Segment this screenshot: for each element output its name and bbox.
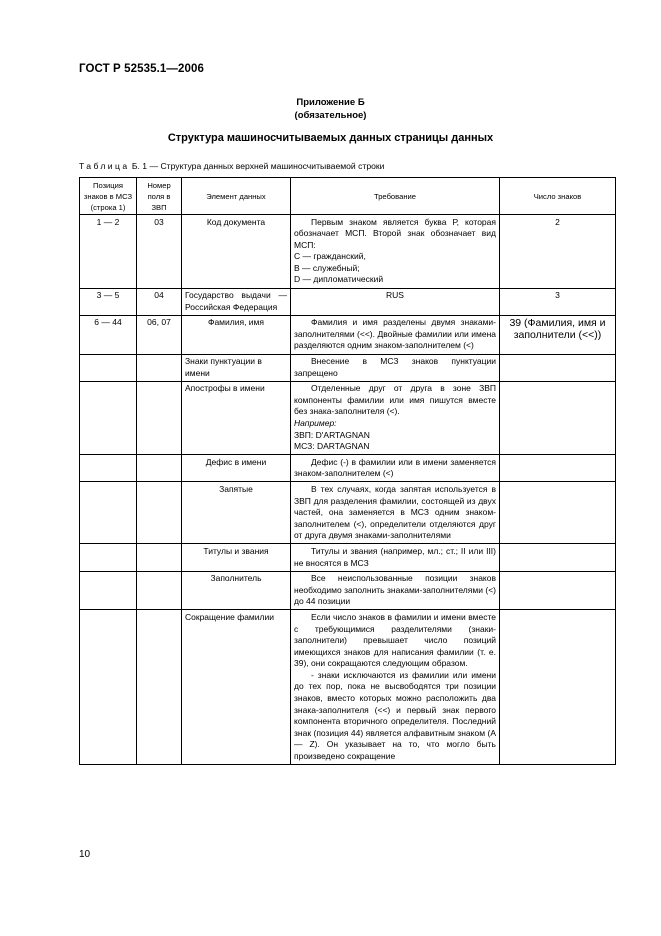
cell-element: Фамилия, имя bbox=[182, 315, 291, 354]
cell-count bbox=[500, 610, 616, 765]
cell-field bbox=[137, 381, 182, 455]
table-header-row bbox=[80, 178, 616, 215]
cell-requirement bbox=[291, 544, 500, 571]
table-row bbox=[80, 381, 616, 455]
cell-count bbox=[500, 381, 616, 455]
requirement-list-item: С — гражданский, bbox=[294, 251, 366, 262]
example-label: Например: bbox=[294, 418, 337, 428]
cell-position bbox=[80, 571, 137, 610]
requirement-text: Фамилия и имя разделены двумя знаками-заполнителями (<<). Двойные фамилии или имена разделяются одним знаком-заполнителем (<) bbox=[294, 317, 496, 351]
cell-count bbox=[500, 544, 616, 571]
table-row bbox=[80, 571, 616, 610]
cell-field bbox=[137, 544, 182, 571]
requirement-text: - знаки исключаются из фамилии или имени до тех пор, пока не высвободятся три позиции знаков, вместо которых можно расположить два знака-заполнителя (<<) и первый знак первого компонента вторичного определителя. Последний знак (позиция 44) является алфавитным знаком (А — Z). Он указывает на то, что могло быть произведено сокращение bbox=[294, 669, 496, 762]
cell-element: Титулы и звания bbox=[182, 544, 291, 571]
table-row bbox=[80, 455, 616, 482]
table-row bbox=[80, 354, 616, 381]
cell-field: 04 bbox=[137, 288, 182, 315]
example-line: ЗВП: D'ARTAGNAN bbox=[294, 429, 370, 440]
requirement-text: Дефис (-) в фамилии или в имени заменяется знаком-заполнителем (<) bbox=[294, 456, 496, 479]
table-row bbox=[80, 482, 616, 544]
cell-field bbox=[137, 610, 182, 765]
requirement-text: Титулы и звания (например, мл.; ст.; II или III) не вносятся в МСЗ bbox=[294, 545, 496, 568]
cell-position bbox=[80, 381, 137, 455]
cell-requirement bbox=[291, 315, 500, 354]
table-row bbox=[80, 315, 616, 354]
cell-element: Государство выдачи — Российская Федерация bbox=[182, 288, 291, 315]
cell-requirement bbox=[291, 455, 500, 482]
cell-count: 2 bbox=[500, 215, 616, 289]
column-header-element: Элемент данных bbox=[182, 178, 291, 215]
column-header-field: Номер поля в ЗВП bbox=[137, 178, 182, 215]
cell-position: 3 — 5 bbox=[80, 288, 137, 315]
cell-position bbox=[80, 354, 137, 381]
cell-count: 3 bbox=[500, 288, 616, 315]
table-row bbox=[80, 288, 616, 315]
requirement-text: В тех случаях, когда запятая используется в ЗВП для разделения фамилии, состоящей из двух частей, она заменяется в МСЗ одним знаком-заполнителем (<), определители отделяются друг от друга двумя знаками-заполнителями bbox=[294, 483, 496, 541]
cell-requirement bbox=[291, 354, 500, 381]
cell-element: Сокращение фамилии bbox=[182, 610, 291, 765]
cell-requirement: RUS bbox=[291, 288, 500, 315]
cell-requirement bbox=[291, 610, 500, 765]
requirement-list-item: D — дипломатический bbox=[294, 274, 384, 285]
table-row bbox=[80, 610, 616, 765]
cell-element: Запятые bbox=[182, 482, 291, 544]
cell-field: 06, 07 bbox=[137, 315, 182, 354]
cell-element: Апострофы в имени bbox=[182, 381, 291, 455]
example-line: МСЗ: DARTAGNAN bbox=[294, 441, 370, 452]
cell-position: 1 — 2 bbox=[80, 215, 137, 289]
cell-field bbox=[137, 482, 182, 544]
cell-element: Код документа bbox=[182, 215, 291, 289]
requirement-text: Если число знаков в фамилии и имени вместе с требующимися разделителями (знаки-заполнители) превышает число позиций имеющихся знаков для написания фамилии (т. е. 39), они сокращаются следующим образом. bbox=[294, 611, 496, 669]
cell-position bbox=[80, 455, 137, 482]
cell-field bbox=[137, 354, 182, 381]
page-number: 10 bbox=[79, 849, 91, 860]
column-header-requirement: Требование bbox=[291, 178, 500, 215]
cell-position: 6 — 44 bbox=[80, 315, 137, 354]
cell-count bbox=[500, 354, 616, 381]
cell-field bbox=[137, 571, 182, 610]
column-header-position: Позиция знаков в МСЗ (строка 1) bbox=[80, 178, 137, 215]
cell-count bbox=[500, 482, 616, 544]
cell-position bbox=[80, 544, 137, 571]
cell-requirement bbox=[291, 215, 500, 289]
cell-field: 03 bbox=[137, 215, 182, 289]
appendix-status: (обязательное) bbox=[294, 110, 367, 121]
table-row bbox=[80, 215, 616, 289]
cell-element: Знаки пунктуации в имени bbox=[182, 354, 291, 381]
requirement-text: Внесение в МСЗ знаков пунктуации запрещено bbox=[294, 356, 496, 378]
column-header-count: Число знаков bbox=[500, 178, 616, 215]
cell-field bbox=[137, 455, 182, 482]
cell-element: Заполнитель bbox=[182, 571, 291, 610]
cell-position bbox=[80, 610, 137, 765]
cell-requirement bbox=[291, 482, 500, 544]
cell-count: 39 (Фамилия, имя и заполнители (<<)) bbox=[500, 315, 616, 354]
page-title: Структура машиносчитываемых данных страницы данных bbox=[167, 132, 494, 144]
document-id: ГОСТ Р 52535.1—2006 bbox=[79, 63, 204, 75]
cell-count bbox=[500, 455, 616, 482]
cell-count bbox=[500, 571, 616, 610]
appendix-title: Приложение Б bbox=[296, 97, 365, 108]
data-structure-table bbox=[79, 177, 616, 765]
table-caption bbox=[79, 161, 384, 171]
requirement-text: Отделенные друг от друга в зоне ЗВП компоненты фамилии или имя пишутся вместе без знака-заполнителя (<). bbox=[294, 383, 496, 417]
requirement-text: Первым знаком является буква Р, которая обозначает МСП. Второй знак обозначает вид МСП: bbox=[294, 216, 496, 250]
cell-requirement bbox=[291, 571, 500, 610]
cell-requirement bbox=[291, 381, 500, 455]
cell-element: Дефис в имени bbox=[182, 455, 291, 482]
cell-position bbox=[80, 482, 137, 544]
table-row bbox=[80, 544, 616, 571]
appendix-heading bbox=[0, 96, 661, 122]
table-caption-text: Б. 1 — Структура данных верхней машиносчитываемой строки bbox=[131, 161, 385, 171]
requirement-list-item: В — служебный; bbox=[294, 262, 360, 273]
requirement-text: Все неиспользованные позиции знаков необходимо заполнить знаками-заполнителями (<) до 44 позиции bbox=[294, 573, 496, 607]
table-caption-label: Таблица bbox=[79, 161, 130, 171]
